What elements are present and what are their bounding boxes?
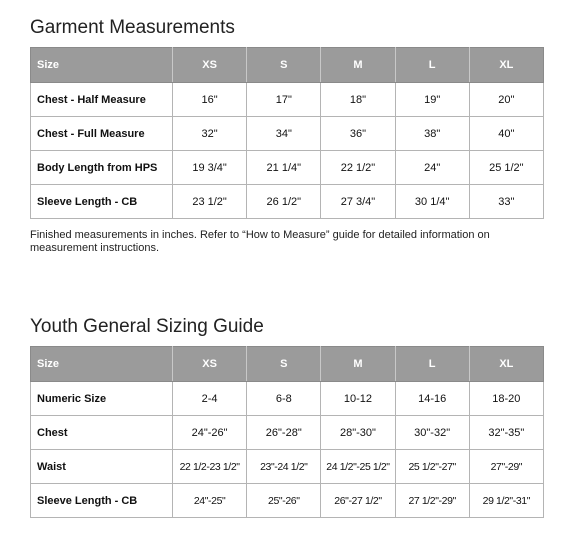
table-row xyxy=(31,185,544,219)
table-row xyxy=(31,151,544,185)
table-cell: 32"-35" xyxy=(469,416,543,450)
header-xl: XL xyxy=(469,48,543,83)
header-xs: XS xyxy=(173,48,247,83)
table-cell: 27"-29" xyxy=(469,450,543,484)
header-m: M xyxy=(321,347,395,382)
table-cell: 22 1/2-23 1/2" xyxy=(173,450,247,484)
row-label: Chest xyxy=(31,416,173,450)
row-label: Sleeve Length - CB xyxy=(31,185,173,219)
table-cell: 14-16 xyxy=(395,382,469,416)
table-cell: 10-12 xyxy=(321,382,395,416)
table-cell: 21 1/4" xyxy=(247,151,321,185)
table-cell: 30 1/4" xyxy=(395,185,469,219)
measurement-note: Finished measurements in inches. Refer to “How to Measure” guide for detailed information on measurement instructions. xyxy=(30,229,490,254)
table-cell: 23 1/2" xyxy=(173,185,247,219)
table-cell: 16" xyxy=(173,83,247,117)
table-cell: 26"-28" xyxy=(247,416,321,450)
table-cell: 24"-26" xyxy=(173,416,247,450)
table-cell: 23"-24 1/2" xyxy=(247,450,321,484)
header-l: L xyxy=(395,48,469,83)
row-label: Sleeve Length - CB xyxy=(31,484,173,518)
table-cell: 17" xyxy=(247,83,321,117)
header-xs: XS xyxy=(173,347,247,382)
table-cell: 33" xyxy=(469,185,543,219)
table-cell: 36" xyxy=(321,117,395,151)
table-cell: 19 3/4" xyxy=(173,151,247,185)
table-cell: 24" xyxy=(395,151,469,185)
table-cell: 38" xyxy=(395,117,469,151)
table-cell: 19" xyxy=(395,83,469,117)
header-s: S xyxy=(247,347,321,382)
table-cell: 28"-30" xyxy=(321,416,395,450)
table-row xyxy=(31,450,544,484)
table-cell: 2-4 xyxy=(173,382,247,416)
table-cell: 26 1/2" xyxy=(247,185,321,219)
table-cell: 34" xyxy=(247,117,321,151)
table-cell: 32" xyxy=(173,117,247,151)
table-cell: 30"-32" xyxy=(395,416,469,450)
table-row xyxy=(31,83,544,117)
table-cell: 26"-27 1/2" xyxy=(321,484,395,518)
table-cell: 27 1/2"-29" xyxy=(395,484,469,518)
table-header-row xyxy=(31,48,544,83)
header-l: L xyxy=(395,347,469,382)
row-label: Chest - Full Measure xyxy=(31,117,173,151)
row-label: Numeric Size xyxy=(31,382,173,416)
table-cell: 27 3/4" xyxy=(321,185,395,219)
table-cell: 24 1/2"-25 1/2" xyxy=(321,450,395,484)
table-cell: 29 1/2"-31" xyxy=(469,484,543,518)
table-cell: 18-20 xyxy=(469,382,543,416)
header-m: M xyxy=(321,48,395,83)
header-s: S xyxy=(247,48,321,83)
table-cell: 25"-26" xyxy=(247,484,321,518)
table-cell: 25 1/2" xyxy=(469,151,543,185)
row-label: Body Length from HPS xyxy=(31,151,173,185)
table-cell: 22 1/2" xyxy=(321,151,395,185)
table-cell: 6-8 xyxy=(247,382,321,416)
row-label: Chest - Half Measure xyxy=(31,83,173,117)
table-row xyxy=(31,382,544,416)
table-cell: 20" xyxy=(469,83,543,117)
header-xl: XL xyxy=(469,347,543,382)
table-header-row xyxy=(31,347,544,382)
table-row xyxy=(31,484,544,518)
table-row xyxy=(31,416,544,450)
garment-measurements-table xyxy=(30,47,544,219)
header-size: Size xyxy=(31,48,173,83)
youth-sizing-table xyxy=(30,346,544,518)
table-cell: 24"-25" xyxy=(173,484,247,518)
header-size: Size xyxy=(31,347,173,382)
table-cell: 40" xyxy=(469,117,543,151)
table-cell: 25 1/2"-27" xyxy=(395,450,469,484)
youth-sizing-guide-title: Youth General Sizing Guide xyxy=(30,316,264,337)
table-cell: 18" xyxy=(321,83,395,117)
table-row xyxy=(31,117,544,151)
garment-measurements-title: Garment Measurements xyxy=(30,17,235,38)
row-label: Waist xyxy=(31,450,173,484)
